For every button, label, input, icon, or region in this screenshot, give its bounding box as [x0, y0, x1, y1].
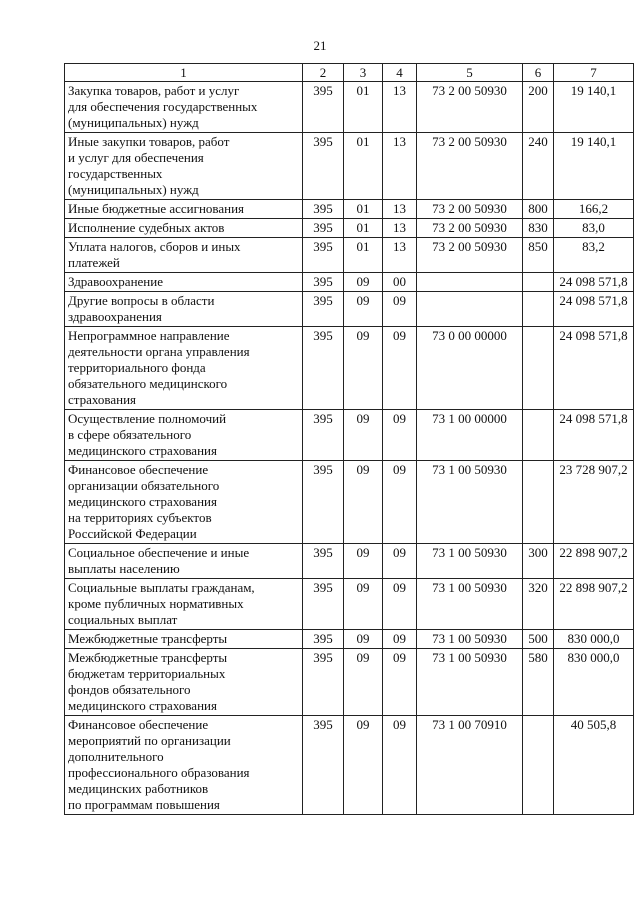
row-name-line: для обеспечения государственных: [68, 99, 258, 114]
section-code-cell: 09: [344, 461, 383, 544]
table-row: [65, 292, 634, 327]
table-row: [65, 579, 634, 630]
row-name-line: социальных выплат: [68, 612, 178, 627]
section-code-cell: 01: [344, 219, 383, 238]
row-name-line: организации обязательного: [68, 478, 220, 493]
expense-type-cell: [523, 327, 554, 410]
subsection-code-cell: 13: [383, 219, 417, 238]
row-name-line: Исполнение судебных актов: [68, 220, 225, 235]
row-name-line: выплаты населению: [68, 561, 180, 576]
admin-code-cell: 395: [303, 219, 344, 238]
subsection-code-cell: 09: [383, 461, 417, 544]
table-body: [65, 82, 634, 815]
section-code-cell: 09: [344, 649, 383, 716]
subsection-code-cell: 09: [383, 410, 417, 461]
expense-type-cell: 500: [523, 630, 554, 649]
admin-code-cell: 395: [303, 200, 344, 219]
target-article-cell: 73 0 00 00000: [417, 327, 523, 410]
row-name-line: по программам повышения: [68, 797, 220, 812]
admin-code-cell: 395: [303, 238, 344, 273]
section-code-cell: 01: [344, 200, 383, 219]
admin-code-cell: 395: [303, 82, 344, 133]
row-name-cell: [65, 273, 303, 292]
admin-code-cell: 395: [303, 273, 344, 292]
target-article-cell: 73 1 00 50930: [417, 649, 523, 716]
row-name-line: обязательного медицинского: [68, 376, 228, 391]
subsection-code-cell: 09: [383, 544, 417, 579]
expense-type-cell: [523, 292, 554, 327]
section-code-cell: 09: [344, 579, 383, 630]
table-row: [65, 200, 634, 219]
expense-type-cell: [523, 273, 554, 292]
expense-type-cell: 240: [523, 133, 554, 200]
table-row: [65, 649, 634, 716]
row-name-line: Финансовое обеспечение: [68, 462, 209, 477]
column-header: 2: [303, 64, 344, 82]
row-name-line: деятельности органа управления: [68, 344, 250, 359]
subsection-code-cell: 13: [383, 238, 417, 273]
subsection-code-cell: 09: [383, 327, 417, 410]
amount-cell: 19 140,1: [554, 82, 634, 133]
row-name-line: Межбюджетные трансферты: [68, 631, 228, 646]
amount-cell: 83,0: [554, 219, 634, 238]
expense-type-cell: [523, 716, 554, 815]
row-name-cell: [65, 544, 303, 579]
row-name-line: медицинского страхования: [68, 443, 217, 458]
column-header: 5: [417, 64, 523, 82]
row-name-line: бюджетам территориальных: [68, 666, 226, 681]
expense-type-cell: 800: [523, 200, 554, 219]
amount-cell: 23 728 907,2: [554, 461, 634, 544]
row-name-line: Социальное обеспечение и иные: [68, 545, 250, 560]
row-name-line: в сфере обязательного: [68, 427, 192, 442]
amount-cell: 19 140,1: [554, 133, 634, 200]
section-code-cell: 09: [344, 716, 383, 815]
amount-cell: 83,2: [554, 238, 634, 273]
row-name-cell: [65, 410, 303, 461]
target-article-cell: 73 2 00 50930: [417, 200, 523, 219]
table-row: [65, 273, 634, 292]
section-code-cell: 09: [344, 327, 383, 410]
target-article-cell: 73 2 00 50930: [417, 133, 523, 200]
target-article-cell: 73 2 00 50930: [417, 219, 523, 238]
subsection-code-cell: 09: [383, 579, 417, 630]
section-code-cell: 09: [344, 292, 383, 327]
amount-cell: 166,2: [554, 200, 634, 219]
target-article-cell: [417, 273, 523, 292]
row-name-cell: [65, 716, 303, 815]
admin-code-cell: 395: [303, 133, 344, 200]
row-name-line: Непрограммное направление: [68, 328, 230, 343]
section-code-cell: 09: [344, 410, 383, 461]
target-article-cell: [417, 292, 523, 327]
amount-cell: 24 098 571,8: [554, 292, 634, 327]
row-name-line: (муниципальных) нужд: [68, 182, 199, 197]
target-article-cell: 73 2 00 50930: [417, 82, 523, 133]
amount-cell: 22 898 907,2: [554, 579, 634, 630]
section-code-cell: 01: [344, 133, 383, 200]
row-name-cell: [65, 327, 303, 410]
amount-cell: 830 000,0: [554, 649, 634, 716]
subsection-code-cell: 09: [383, 630, 417, 649]
row-name-line: дополнительного: [68, 749, 164, 764]
section-code-cell: 01: [344, 238, 383, 273]
subsection-code-cell: 09: [383, 292, 417, 327]
subsection-code-cell: 09: [383, 649, 417, 716]
column-header: 4: [383, 64, 417, 82]
amount-cell: 830 000,0: [554, 630, 634, 649]
row-name-line: Социальные выплаты гражданам,: [68, 580, 255, 595]
amount-cell: 24 098 571,8: [554, 273, 634, 292]
row-name-line: (муниципальных) нужд: [68, 115, 199, 130]
row-name-line: Межбюджетные трансферты: [68, 650, 228, 665]
subsection-code-cell: 13: [383, 82, 417, 133]
subsection-code-cell: 09: [383, 716, 417, 815]
page-number: 21: [313, 38, 327, 53]
expense-type-cell: 830: [523, 219, 554, 238]
table-row: [65, 630, 634, 649]
expense-type-cell: 300: [523, 544, 554, 579]
row-name-line: медицинского страхования: [68, 698, 217, 713]
target-article-cell: 73 1 00 50930: [417, 544, 523, 579]
column-header: 7: [554, 64, 634, 82]
table-row: [65, 82, 634, 133]
admin-code-cell: 395: [303, 461, 344, 544]
amount-cell: 24 098 571,8: [554, 327, 634, 410]
row-name-line: Здравоохранение: [68, 274, 163, 289]
row-name-cell: [65, 292, 303, 327]
admin-code-cell: 395: [303, 410, 344, 461]
expense-type-cell: 580: [523, 649, 554, 716]
row-name-cell: [65, 238, 303, 273]
row-name-line: государственных: [68, 166, 163, 181]
admin-code-cell: 395: [303, 327, 344, 410]
expense-type-cell: 320: [523, 579, 554, 630]
budget-table: [64, 63, 634, 815]
row-name-cell: [65, 133, 303, 200]
row-name-cell: [65, 82, 303, 133]
target-article-cell: 73 2 00 50930: [417, 238, 523, 273]
section-code-cell: 01: [344, 82, 383, 133]
row-name-line: фондов обязательного: [68, 682, 191, 697]
row-name-line: Финансовое обеспечение: [68, 717, 209, 732]
row-name-line: медицинских работников: [68, 781, 209, 796]
row-name-line: территориального фонда: [68, 360, 206, 375]
section-code-cell: 09: [344, 630, 383, 649]
row-name-line: Иные бюджетные ассигнования: [68, 201, 245, 216]
amount-cell: 24 098 571,8: [554, 410, 634, 461]
section-code-cell: 09: [344, 544, 383, 579]
amount-cell: 22 898 907,2: [554, 544, 634, 579]
target-article-cell: 73 1 00 00000: [417, 410, 523, 461]
target-article-cell: 73 1 00 50930: [417, 630, 523, 649]
row-name-line: Иные закупки товаров, работ: [68, 134, 230, 149]
subsection-code-cell: 00: [383, 273, 417, 292]
row-name-line: на территориях субъектов: [68, 510, 212, 525]
row-name-cell: [65, 200, 303, 219]
amount-cell: 40 505,8: [554, 716, 634, 815]
target-article-cell: 73 1 00 50930: [417, 579, 523, 630]
column-header: 6: [523, 64, 554, 82]
expense-type-cell: 850: [523, 238, 554, 273]
table-header-row: [65, 64, 634, 82]
admin-code-cell: 395: [303, 630, 344, 649]
admin-code-cell: 395: [303, 716, 344, 815]
row-name-cell: [65, 461, 303, 544]
admin-code-cell: 395: [303, 292, 344, 327]
target-article-cell: 73 1 00 50930: [417, 461, 523, 544]
row-name-line: Уплата налогов, сборов и иных: [68, 239, 241, 254]
table-row: [65, 133, 634, 200]
table-row: [65, 410, 634, 461]
table-row: [65, 461, 634, 544]
subsection-code-cell: 13: [383, 133, 417, 200]
row-name-line: Другие вопросы в области: [68, 293, 215, 308]
row-name-line: Закупка товаров, работ и услуг: [68, 83, 240, 98]
row-name-cell: [65, 630, 303, 649]
admin-code-cell: 395: [303, 579, 344, 630]
target-article-cell: 73 1 00 70910: [417, 716, 523, 815]
admin-code-cell: 395: [303, 649, 344, 716]
table-row: [65, 219, 634, 238]
section-code-cell: 09: [344, 273, 383, 292]
row-name-line: профессионального образования: [68, 765, 250, 780]
expense-type-cell: [523, 410, 554, 461]
expense-type-cell: [523, 461, 554, 544]
table-row: [65, 327, 634, 410]
row-name-cell: [65, 219, 303, 238]
row-name-line: Осуществление полномочий: [68, 411, 227, 426]
table-row: [65, 238, 634, 273]
row-name-cell: [65, 579, 303, 630]
row-name-cell: [65, 649, 303, 716]
table-row: [65, 716, 634, 815]
row-name-line: кроме публичных нормативных: [68, 596, 244, 611]
column-header: 3: [344, 64, 383, 82]
row-name-line: и услуг для обеспечения: [68, 150, 204, 165]
row-name-line: медицинского страхования: [68, 494, 217, 509]
admin-code-cell: 395: [303, 544, 344, 579]
table-row: [65, 544, 634, 579]
row-name-line: мероприятий по организации: [68, 733, 231, 748]
row-name-line: платежей: [68, 255, 120, 270]
column-header: 1: [65, 64, 303, 82]
subsection-code-cell: 13: [383, 200, 417, 219]
row-name-line: Российской Федерации: [68, 526, 197, 541]
row-name-line: страхования: [68, 392, 137, 407]
row-name-line: здравоохранения: [68, 309, 162, 324]
expense-type-cell: 200: [523, 82, 554, 133]
